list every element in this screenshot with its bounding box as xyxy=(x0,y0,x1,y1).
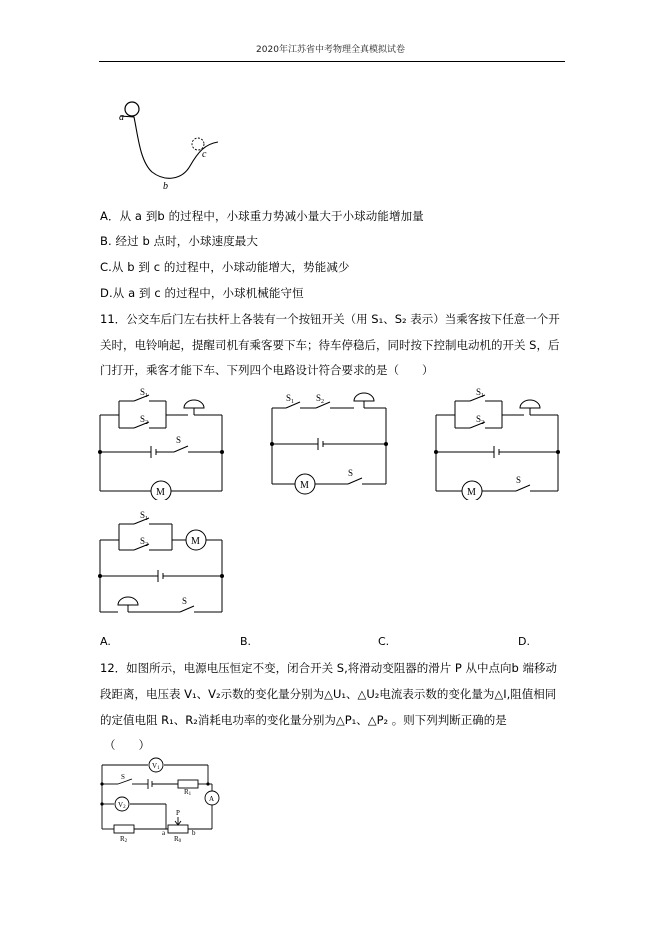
q12-r0-label: R0 xyxy=(174,835,182,843)
b-s2-label: $S_2$ xyxy=(316,393,325,405)
q11-option-c: C. xyxy=(378,635,390,648)
q12-b-label: b xyxy=(192,829,196,837)
ball-a xyxy=(125,102,139,116)
label-c: c xyxy=(202,149,207,160)
q12-ammeter-label: A xyxy=(209,795,215,803)
header-rule xyxy=(99,61,565,62)
q10-option-d: D.从 a 到 c 的过程中，小球机械能守恒 xyxy=(100,286,304,300)
d-motor-label: M xyxy=(191,536,200,547)
label-b: b xyxy=(163,181,168,192)
q12-s-label: S xyxy=(121,773,125,781)
q12-v2-label: V2 xyxy=(118,801,126,810)
q12-line-1: 12．如图所示，电源电压恒定不变，闭合开关 S,将滑动变阻器的滑片 P 从中点向b 端移动 xyxy=(100,661,557,675)
a-s2-label: $S_2$ xyxy=(140,414,149,426)
q12-r2-label: R2 xyxy=(120,835,128,843)
q11-line-1: 11．公交车后门左右扶杆上各装有一个按钮开关（用 S₁、S₂ 表示）当乘客按下任意一个开 xyxy=(100,312,560,326)
q10-option-c: C.从 b 到 c 的过程中，小球动能增大，势能减少 xyxy=(100,260,350,274)
a-s-label: S xyxy=(176,435,182,445)
d-s1-label: $S_1$ xyxy=(140,510,149,522)
c-s2-label: $S_2$ xyxy=(476,414,485,426)
label-a: a xyxy=(119,112,124,123)
c-s1-label: $S_1$ xyxy=(476,387,485,399)
circuit-b xyxy=(266,390,392,495)
q10-option-b: B. 经过 b 点时，小球速度最大 xyxy=(100,234,259,248)
c-s-label: S xyxy=(516,475,522,485)
b-s-label: S xyxy=(348,468,354,478)
q12-p-label: P xyxy=(176,809,180,817)
b-motor-label: M xyxy=(300,480,309,491)
q12-r1-label: R1 xyxy=(184,788,192,797)
d-s-label: S xyxy=(182,596,188,606)
q11-option-b: B. xyxy=(240,635,252,648)
circuit-d xyxy=(96,508,228,618)
c-motor-label: M xyxy=(467,487,476,498)
circuit-c xyxy=(432,385,564,500)
circuit-q12 xyxy=(96,755,226,843)
a-s1-label: $S_1$ xyxy=(140,387,149,399)
q11-line-2: 关时，电铃响起，提醒司机有乘客要下车；待车停稳后，同时按下控制电动机的开关 S，后 xyxy=(100,338,560,352)
q12-a-label: a xyxy=(162,829,166,837)
q11-line-3: 门打开，乘客才能下车、下列四个电路设计符合要求的是（ ） xyxy=(100,363,434,377)
q12-line-2: 段距离，电压表 V₁、V₂示数的变化量分别为△U₁、△U₂电流表示数的变化量为△I,阻值相同 xyxy=(100,687,557,701)
track-curve xyxy=(120,116,218,178)
q12-line-4: （ ） xyxy=(104,738,150,752)
circuit-a xyxy=(96,385,228,500)
d-s2-label: $S_2$ xyxy=(140,536,149,548)
ball-track-figure xyxy=(110,96,230,196)
q10-option-a: A．从 a 到b 的过程中，小球重力势减小量大于小球动能增加量 xyxy=(100,209,424,223)
q11-option-a: A. xyxy=(100,635,111,648)
page-header-title: 2020年江苏省中考物理全真模拟试卷 xyxy=(256,45,405,55)
a-motor-label: M xyxy=(156,487,165,498)
q11-option-d: D. xyxy=(518,635,530,648)
q12-line-3: 的定值电阻 R₁、R₂消耗电功率的变化量分别为△P₁、△P₂ 。则下列判断正确的是 xyxy=(100,713,507,727)
b-s1-label: $S_1$ xyxy=(286,393,295,405)
q12-v1-label: V1 xyxy=(152,762,160,771)
